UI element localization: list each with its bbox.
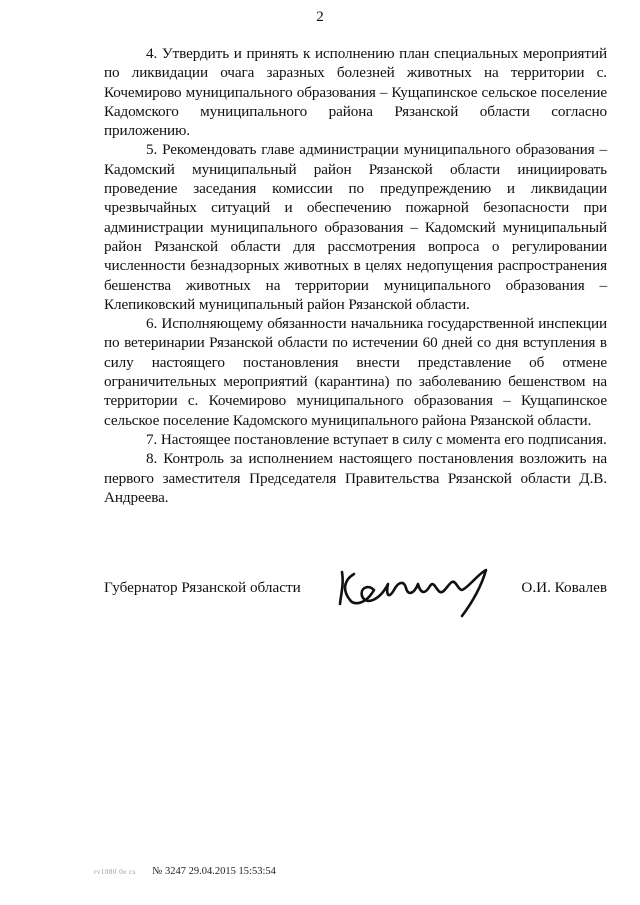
handwritten-signature	[332, 560, 502, 620]
signatory-name: О.И. Ковалев	[521, 579, 607, 596]
footer-document-info: № 3247 29.04.2015 15:53:54	[152, 866, 276, 877]
document-body	[104, 44, 607, 507]
paragraph-item-7: 7. Настоящее постановление вступает в силу с момента его подписания.	[146, 430, 607, 448]
page-number: 2	[316, 9, 324, 25]
footer-faint-code: rv1080 0e cs	[94, 868, 136, 876]
paragraph-item-8: 8. Контроль за исполнением настоящего постановления возложить на первого заместителя Председателя Правительства Рязанской области Д.В. Андреева.	[104, 450, 607, 506]
document-footer	[94, 866, 276, 877]
paragraph-item-5: 5. Рекомендовать главе администрации муниципального образования – Кадомский муниципальный район Рязанской области инициировать проведение заседания комиссии по предупреждению и ликвидации чрезвычайных ситуаций и обеспечению пожарной безопасности при администрации муниципального образования – Кадомский муниципальный район Рязанской области для рассмотрения вопроса о регулировании численности безнадзорных животных в целях недопущения распространения бешенства животных на территории муниципального образования – Клепиковский муниципальный район Рязанской области.	[104, 141, 607, 313]
signature-block	[104, 560, 607, 620]
signatory-position: Губернатор Рязанской области	[104, 579, 301, 596]
paragraph-item-6: 6. Исполняющему обязанности начальника государственной инспекции по ветеринарии Рязанской области по истечении 60 дней со дня вступления в силу настоящего постановления внести представление об отмене ограничительных мероприятий (карантина) по заболеванию бешенством на территории с. Кочемирово муниципального образования – Кущапинское сельское поселение Кадомского муниципального района Рязанской области.	[104, 315, 607, 429]
paragraph-item-4: 4. Утвердить и принять к исполнению план специальных мероприятий по ликвидации очага заразных болезней животных на территории с. Кочемирово муниципального образования – Кущапинское сельское поселение Кадомского муниципального района Рязанской области согласно приложению.	[104, 45, 607, 140]
